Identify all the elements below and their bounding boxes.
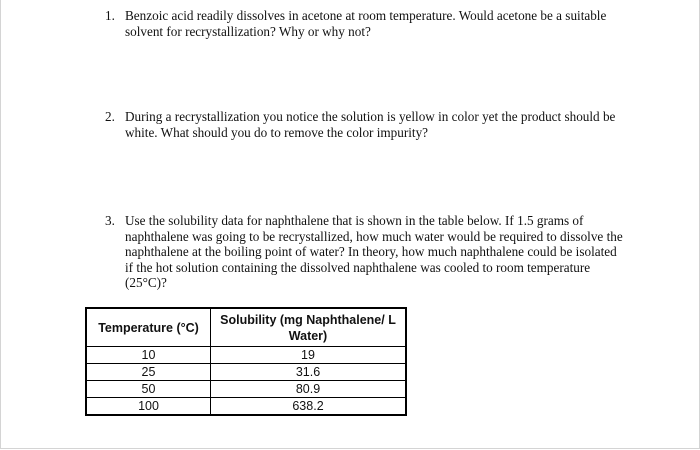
temperature-cell: 50 (86, 381, 211, 398)
question-number: 3. (105, 213, 115, 228)
question-text: Benzoic acid readily dissolves in acetone at room temperature. Would acetone be a suitable solvent for recrystallization? Why or why not? (125, 8, 607, 39)
table-row (86, 347, 406, 364)
temperature-cell: 10 (86, 347, 211, 364)
solubility-cell: 31.6 (211, 364, 407, 381)
table-row (86, 381, 406, 398)
question-number: 1. (105, 8, 115, 23)
temperature-cell: 100 (86, 398, 211, 416)
question-1 (105, 8, 625, 39)
solubility-cell: 80.9 (211, 381, 407, 398)
temperature-cell: 25 (86, 364, 211, 381)
question-text: During a recrystallization you notice the solution is yellow in color yet the product should be white. What should you do to remove the color impurity? (125, 109, 616, 140)
temperature-header: Temperature (°C) (86, 308, 211, 347)
solubility-header: Solubility (mg Naphthalene/ L Water) (211, 308, 407, 347)
question-text: Use the solubility data for naphthalene that is shown in the table below. If 1.5 grams of naphthalene was going to be recrystallized, how much water would be required to dissolve the naphthalene at the boiling point of water? In theory, how much naphthalene could be isolated if the hot solution containing the dissolved naphthalene was cooled to room temperature (25°C)? (125, 213, 623, 290)
table-row (86, 364, 406, 381)
question-3 (105, 213, 625, 291)
question-2 (105, 109, 625, 140)
solubility-table (85, 307, 407, 416)
table-header-row (86, 308, 406, 347)
solubility-cell: 638.2 (211, 398, 407, 416)
solubility-cell: 19 (211, 347, 407, 364)
table-row (86, 398, 406, 416)
question-number: 2. (105, 109, 115, 124)
